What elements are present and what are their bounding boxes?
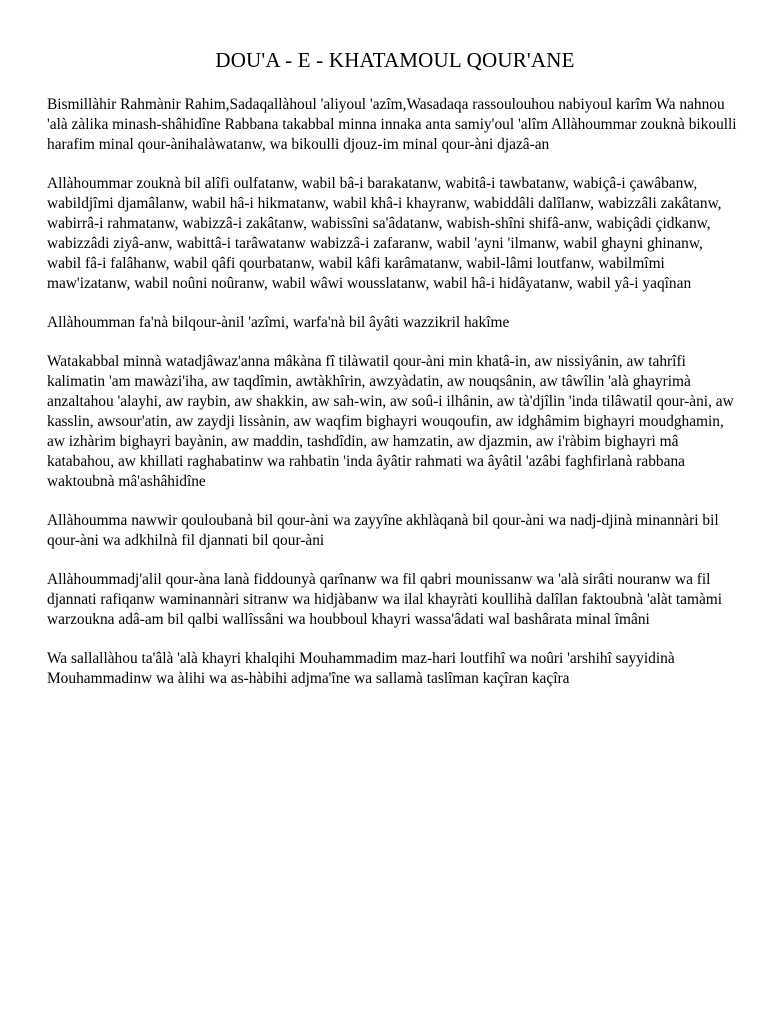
paragraph-forgiveness: Watakabbal minnà watadjâwaz'anna mâkàna fî tilàwatil qour-àni min khatâ-in, aw nissiyânin, aw tahrîfi kalimatin 'am mawàzi'iha, aw taqdîmin, awtàkhîrin, awzyàdatin, aw nouqsânin, aw tâwîlin 'alà ghayrimà anzaltahou 'alayhi, aw raybin, aw shakkin, aw sah-win, aw soû-i ilhânin, aw tà'djîlin 'inda tilâwatil qour-àni, aw kasslin, awsour'atin, aw zaydji lissànin, aw waqfim bighayri wouqoufin, aw idghâmim bighayri moudghamin, aw izhàrim bighayri bayànin, aw maddin, tashdîdin, aw hamzatin, aw djazmin, aw i'ràbim bighayri mâ katabahou, aw khillati raghabatinw wa rahbatin 'inda âyâtir rahmati wa âyâtil 'azâbi faghfirlanà rabbana waktoubnà mâ'ashâhidîne	[47, 353, 734, 490]
paragraph-benefit: Allàhoumman fa'nà bilqour-ànil 'azîmi, warfa'nà bil âyâti wazzikril hakîme	[47, 314, 510, 331]
paragraph-letters: Allàhoummar zouknà bil alîfi oulfatanw, wabil bâ-i barakatanw, wabitâ-i tawbatanw, wabiçâ-i çawâbanw, wabildjîmi djamâlanw, wabil hâ-i hikmatanw, wabil khâ-i khayranw, wabiddâli dalîlanw, wabizzâli zakâtanw, wabirrâ-i rahmatanw, wabizzâ-i zakâtanw, wabissîni sa'âdatanw, wabish-shîni shifâ-anw, wabiçâdi çidkanw, wabizzâdi ziyâ-anw, wabittâ-i tarâwatanw wabizzâ-i zafaranw, wabil 'ayni 'ilmanw, wabil ghayni ghinanw, wabil fâ-i falâhanw, wabil qâfi qourbatanw, wabil kâfi karâmatanw, wabil-lâmi loutfanw, wabilmîmi maw'izatanw, wabil noûni noûranw, wabil wâwi wousslatanw, wabil hâ-i hidâyatanw, wabil yâ-i yaqînan	[47, 175, 722, 292]
paragraph-companion: Allàhoummadj'alil qour-àna lanà fiddounyà qarînanw wa fil qabri mounissanw wa 'alà sirâti nouranw wa fil djannati rafiqanw waminannàri sitranw wa hidjàbanw wa ilal khayràti koullihà dalîlan faktoubnà 'alàt tamàmi warzoukna adâ-am bil qalbi wallîssâni wa houbboul khayri wassa'âdati wal bashârata minal îmâni	[47, 571, 723, 628]
paragraph-closing: Wa sallallàhou ta'âlà 'alà khayri khalqihi Mouhammadim maz-hari loutfihî wa noûri 'arshihî sayyidinà Mouhammadinw wa àlihi wa as-hàbihi adjma'îne wa sallamà taslîman kaçîran kaçîra	[47, 650, 675, 687]
paragraph-opening: Bismillàhir Rahmànir Rahim,Sadaqallàhoul 'aliyoul 'azîm,Wasadaqa rassoulouhou nabiyoul karîm Wa nahnou 'alà zàlika minash-shâhidîne Rabbana takabbal minna innaka anta samiy'oul 'alîm Allàhoummar zouknà bikoulli harafim minal qour-ànihalàwatanw, wa bikoulli djouz-im minal qour-àni djazâ-an	[47, 96, 737, 153]
document-title: DOU'A - E - KHATAMOUL QOUR'ANE	[215, 48, 575, 72]
document-page	[47, 48, 737, 708]
paragraph-illumination: Allàhoumma nawwir qouloubanà bil qour-àni wa zayyîne akhlàqanà bil qour-àni wa nadj-djinà minannàri bil qour-àni wa adkhilnà fil djannati bil qour-àni	[47, 512, 719, 549]
